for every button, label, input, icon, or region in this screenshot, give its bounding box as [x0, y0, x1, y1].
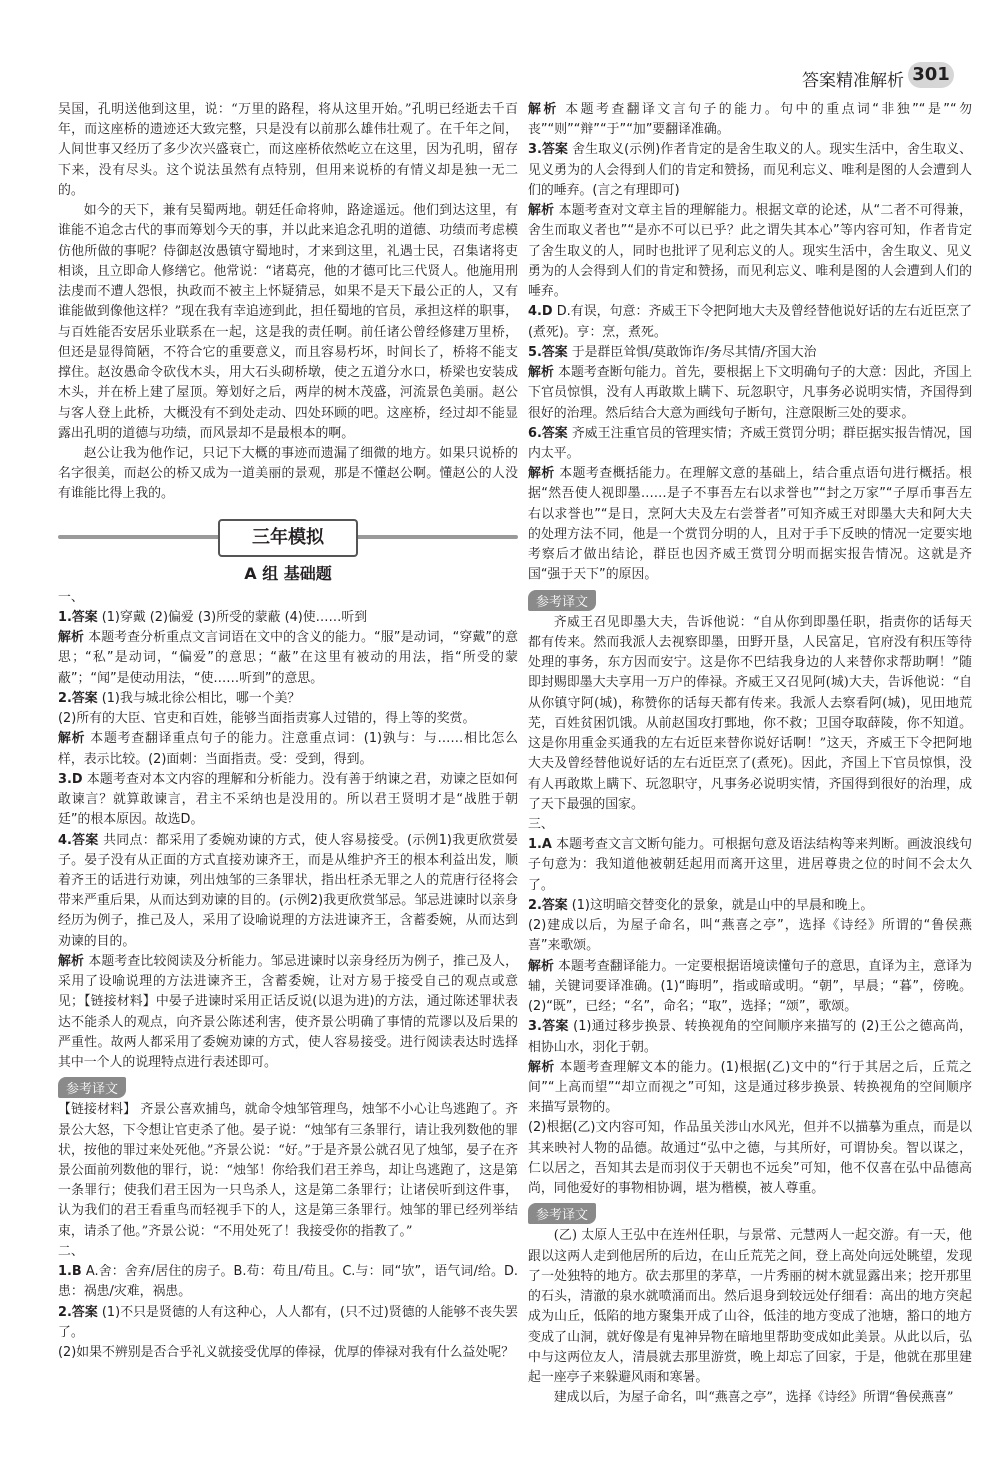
- reference-translation-last-line: 建成以后，为屋子命名，叫“燕喜之亭”，选择《诗经》所谓“鲁侯燕喜”: [553, 1390, 954, 1406]
- answer-item: [528, 302, 972, 342]
- item-label: 2.答案: [58, 1304, 98, 1320]
- answer-item: [528, 363, 972, 424]
- answer-item: [58, 952, 518, 1073]
- item-text: 本题考查概括能力。在理解文意的基础上，结合重点语句进行概括。根据“然吾使人视即墨……是子不事吾左右以求誉也”“封之万家”“子厚币事吾左右以求誉也”“是日，烹阿大夫及左右尝誉者”可知齐威王对即墨大夫和阿大夫的处理方法不同，他是一个赏罚分明的人，且对于手下反映的情况一定要实地考察后才做出结论，群臣也因齐威王赏罚分明而据实报告情况。这就是齐国“强于天下”的原因。: [528, 466, 972, 583]
- item-label: 5.答案: [528, 344, 568, 360]
- banner-label: 三年模拟: [218, 519, 358, 557]
- section-banner: [58, 517, 518, 557]
- item-label: 解析: [528, 102, 559, 117]
- answer-item: [528, 464, 972, 585]
- translation-paragraph: 吴国，孔明送他到这里，说：“万里的路程，将从这里开始。”孔明已经逝去千百年，而这座桥的遗迹还大致完整，只是没有以前那么雄伟壮观了。在千年之间，人间世事又经历了多少次兴盛衰亡，而这座桥依然屹立在这里，因为孔明，留存下来，没有尽头。这个说法虽然有点特别，但用来说桥的有情义却是独一无二的。: [58, 102, 518, 198]
- item-label: 解析: [528, 958, 554, 974]
- reference-translation: (乙) 太原人王弘中在连州任职，与景常、元慧两人一起交游。有一天，他跟以这两人走到他居所的后边，在山丘荒芜之间，登上高处向远处眺望，发现了一处独特的地方。砍去那里的茅草，一片秀丽的树木就显露出来；挖开那里的石头，清澈的泉水就喷涌而出。然后退身到较远处仔细看：高出的地方突起成为山丘，低陷的地方聚集开成了山谷，低洼的地方变成了池塘，豁口的地方变成了山洞，就好像是有鬼神异物在暗地里帮助变成如此美景。从此以后，弘中与这两位友人，清晨就去那里游赏，晚上却忘了回家，于是，他就在那里建起一座亭子来躲避风雨和寒暑。: [528, 1228, 972, 1386]
- item-label: 解析: [58, 953, 85, 969]
- answer-item: [528, 957, 972, 1018]
- item-text: (2)根据(乙)文内容可知，作品虽关涉山水风光，但并不以描摹为重点，而是以其来映衬人物的品德。故通过“弘中之德，与其所好，可谓协矣。智以谋之，仁以居之，吾知其去是而羽仪于天朝也不远矣”可知，他不仅喜在弘中品德高尚，同他爱好的事物相协调，堪为楷模，被人尊重。: [528, 1120, 972, 1197]
- right-column: [528, 100, 972, 1409]
- item-text: 共同点：都采用了委婉劝谏的方式，使人容易接受。(示例1)我更欣赏晏子。晏子没有从正面的方式直接劝谏齐王，而是从维护齐王的根本利益出发，顺着齐王的话进行劝谏，列出烛邹的三条罪状，指出枉杀无罪之人的荒唐行径将会带来严重后果，从而达到劝谏的目的。(示例2)我更欣赏邹忌。邹忌进谏时以亲身经历为例子，推己及人，采用了设喻说理的方法进谏齐王，含蓄委婉，从而达到劝谏的目的。: [58, 832, 519, 949]
- item-label: 1.答案: [58, 609, 98, 625]
- answer-item: [528, 835, 972, 896]
- answer-item: [58, 770, 518, 831]
- answer-item: [528, 1118, 972, 1199]
- item-label: 2.答案: [528, 897, 568, 913]
- item-label: 解析: [58, 731, 86, 747]
- answer-item: [528, 1017, 972, 1057]
- section-number: 二、: [58, 1243, 84, 1259]
- item-text: 本题考查断句能力。首先，要根据上下文明确句子的大意：因此，齐国上下官员惊惧，没有人再敢欺上瞒下、玩忽职守，凡事务必说明实情，齐国得到很好的治理。然后结合大意为画线句子断句，注意限断三处的要求。: [528, 365, 972, 421]
- item-label: 3.D: [58, 771, 83, 787]
- item-text: 本题考查翻译能力。一定要根据语境读懂句子的意思，直译为主，意译为辅，关键词要译准确。(1)“晦明”，指或暗或明。“朝”，早晨；“暮”，傍晚。(2)“既”，已经；“名”，命名；“取”，选择；“颂”，歌颂。: [528, 958, 972, 1015]
- answer-item: [58, 729, 518, 769]
- item-text: 本题考查理解文本的能力。(1)根据(乙)文中的“行于其居之后，丘荒之间”“上高而望”“却立而视之”可知，这是通过移步换景、转换视角的空间顺序来描写景物的。: [528, 1059, 972, 1116]
- item-text: (1)这明暗交替变化的景象，就是山中的早晨和晚上。: [571, 897, 874, 913]
- item-label: 3.答案: [528, 1019, 569, 1035]
- reference-translation: 【链接材料】 齐景公喜欢捕鸟，就命令烛邹管理鸟，烛邹不小心让鸟逃跑了。齐景公大怒，下令想让官吏杀了他。晏子说：“烛邹有三条罪行，请让我列数他的罪状，按他的罪过来处死他。”齐景公说：“好。”于是齐景公就召见了烛邹，晏子在齐景公面前列数他的罪行，说：“烛邹！你给我们君王养鸟，却让鸟逃跑了，这是第一条罪行；使我们君王因为一只鸟杀人，这是第二条罪行；让诸侯听到这件事，认为我们的君王看重鸟而轻视手下的人，这是第三条罪行。烛邹的罪已经列举结束，请杀了他。”齐景公说：“不用处死了！我接受你的指教了。”: [58, 1102, 518, 1239]
- item-text: (2)所有的大臣、官吏和百姓，能够当面指责寡人过错的，得上等的奖赏。: [58, 711, 476, 727]
- item-text: 本题考查对文章主旨的理解能力。根据文章的论述，从“二者不可得兼，舍生而取义者也”“是亦不可以已乎？此之谓失其本心”等内容可知，作者肯定了舍生取义的人，同时也批评了见利忘义的人。现实生活中，舍生取义、见义勇为的人会得到人们的肯定和赞扬，而见利忘义、唯利是图的人会遭到人们的唾弃。: [528, 203, 972, 300]
- item-label: 解析: [528, 365, 554, 381]
- item-label: 4.答案: [58, 832, 99, 848]
- item-text: 本题考查比较阅读及分析能力。邹忌进谏时以亲身经历为例子，推己及人，采用了设喻说理的方法进谏齐王，含蓄委婉，让对方易于接受自己的观点或意见；【链接材料】中晏子进谏时采用正话反说(以退为进)的方法，通过陈述罪状表达不能杀人的观点，向齐景公陈述利害，使齐景公明确了事情的荒谬以及后果的严重性。故两人都采用了委婉劝谏的方式，使人容易接受。进行阅读表达时选择其中一个人的说理特点进行表述即可。: [58, 953, 518, 1071]
- item-label: 4.D: [528, 304, 553, 320]
- item-label: 1.A: [528, 837, 552, 853]
- item-label: 1.B: [58, 1264, 82, 1280]
- section-number: 三、: [528, 816, 554, 832]
- answer-item: [58, 628, 518, 689]
- left-column: [58, 100, 518, 1363]
- item-text: (1)不只是贤德的人有这种心，人人都有，(只不过)贤德的人能够不丧失罢了。: [58, 1304, 518, 1340]
- item-label: 解析: [528, 203, 555, 219]
- translation-paragraph: 赵公让我为他作记，只记下大概的事迹而遗漏了细微的地方。如果只说桥的名字很美，而赵公的桥又成为一道美丽的景观，那是不懂赵公啊。懂赵公的人没有谁能比得上我的。: [58, 445, 518, 502]
- answer-item: [58, 1303, 518, 1343]
- answer-item: [528, 916, 972, 956]
- answer-item: [58, 689, 518, 709]
- answer-item: [528, 896, 972, 916]
- item-text: 本题考查文言文断句能力。可根据句意及语法结构等来判断。画波浪线句子句意为：我知道他被朝廷起用而离开这里，进居尊贵之位的时间不会太久了。: [528, 837, 973, 893]
- item-text: 舍生取义(示例)作者肯定的是舍生取义的人。现实生活中，舍生取义、见义勇为的人会得到人们的肯定和赞扬，而见利忘义、唯利是图的人会遭到人们的唾弃。(言之有理即可): [528, 142, 972, 198]
- answer-item: [58, 608, 518, 628]
- item-text: 本题考查翻译文言句子的能力。句中的重点词“非独”“是”“勿丧”“则”“辩”“于”“加”要翻译准确。: [528, 102, 972, 138]
- item-text: 本题考查对本文内容的理解和分析能力。没有善于纳谏之君，劝谏之臣如何敢谏言？就算敢谏言，君主不采纳也是没用的。所以君王贤明才是“战胜于朝廷”的根本原因。故选D。: [58, 771, 518, 828]
- item-text: 本题考查翻译重点句子的能力。注意重点词：(1)孰与：与……相比怎么样，表示比较。(2)面刺：当面指责。受：受到，得到。: [58, 731, 518, 767]
- translation-paragraph: 如今的天下，兼有吴蜀两地。朝廷任命将帅，路途遥远。他们到达这里，有谁能不追念古代的事而筹划今天的事，并以此来追念孔明的道德、功绩而考虑模仿他所做的事呢？侍御赵汝愚镇守蜀地时，才来到这里，礼遇士民，召集诸将吏相谈，且立即命人修缮它。他常说：“诸葛亮，他的才德可比三代贤人。他施用刑法虔而不遭人怨恨，执政而不被主上怀疑猜忌，如果不是天下最公正的人，又有谁能做到像他这样？”现在我有幸追迹到此，担任蜀地的官员，承担这样的职事，与百姓能否安居乐业联系在一起，这是我的责任啊。前任诸公曾经修建万里桥，但还是显得简陋，不符合它的重要意义，而且容易朽坏，时间长了，桥将不能支撑住。赵汝愚命令砍伐木头，用大石头砌桥墩，使之五道分水口，桥梁也安装成木头，并在桥上建了屋顶。筹划好之后，两岸的树木茂盛，河流景色美丽。赵公与客人登上此桥，大概没有不到处走动、四处环顾的吧。这座桥，经过却不能显露出孔明的道德与功绩，而风景却不是最根本的啊。: [58, 203, 518, 441]
- answer-item: [528, 1058, 972, 1119]
- item-text: 齐威王注重官员的管理实情；齐威王赏罚分明；群臣据实报告情况，国内太平。: [528, 425, 972, 461]
- section-number: 一、: [58, 589, 84, 605]
- answer-item: [528, 140, 972, 201]
- answer-item: [528, 201, 972, 302]
- item-label: 2.答案: [58, 690, 98, 706]
- item-label: 解析: [528, 466, 555, 482]
- answer-item: [528, 343, 972, 363]
- item-text: (1)通过移步换景、转换视角的空间顺序来描写的 (2)王公之德高尚，相协山水，羽化于朝。: [528, 1019, 972, 1055]
- reference-translation-tag: 参考译文: [58, 1077, 126, 1098]
- header-title: 答案精准解析: [802, 71, 904, 91]
- item-text: 于是群臣耸惧/莫敢饰诈/务尽其情/齐国大治: [571, 344, 817, 360]
- item-text: (1)我与城北徐公相比，哪一个美？: [101, 690, 301, 706]
- answer-item: [58, 831, 518, 952]
- item-text: (1)穿戴 (2)偏爱 (3)所受的蒙蔽 (4)使……听到: [101, 609, 368, 625]
- page-number-badge: 301: [908, 62, 954, 88]
- page-header: [0, 60, 1000, 94]
- group-title: A 组 基础题: [244, 563, 332, 583]
- answer-item: [528, 100, 972, 140]
- item-label: 解析: [528, 1059, 555, 1075]
- item-label: 6.答案: [528, 425, 568, 441]
- answer-item: [58, 709, 518, 729]
- reference-translation-tag: 参考译文: [528, 590, 596, 611]
- item-text: 本题考查分析重点文言词语在文中的含义的能力。“服”是动词，“穿戴”的意思；“私”是动词，“偏爱”的意思；“蔽”在这里有被动的用法，指“所受的蒙蔽”；“闻”是使动用法，“使……听到”的意思。: [58, 630, 518, 686]
- item-text: D.有误，句意：齐威王下令把阿地大夫及曾经替他说好话的左右近臣烹了(煮死)。亨：烹，煮死。: [528, 304, 973, 340]
- answer-item: [58, 1262, 518, 1302]
- reference-translation-tag: 参考译文: [528, 1203, 596, 1224]
- item-text: (2)如果不辨别是否合乎礼义就接受优厚的俸禄，优厚的俸禄对我有什么益处呢？: [58, 1345, 514, 1361]
- answer-item: [528, 424, 972, 464]
- item-label: 解析: [58, 630, 84, 646]
- reference-translation: 齐威王召见即墨大夫，告诉他说：“自从你到即墨任职，指责你的话每天都有传来。然而我派人去视察即墨，田野开垦，人民富足，官府没有积压等待处理的事务，东方因而安宁。这是你不巴结我身边的人来替你求帮助啊！”随即封赐即墨大夫享用一万户的俸禄。齐威王又召见阿(城)大夫，告诉他说：“自从你镇守阿(城)，称赞你的话每天都有传来。我派人去察看阿(城)，见田地荒芜，百姓贫困饥饿。从前赵国攻打鄄地，你不救；卫国夺取薛陵，你不知道。这是你用重金买通我的左右近臣来替你说好话啊！”这天，齐威王下令把阿地大夫及曾经替他说好话的左右近臣烹了(煮死)。因此，齐国上下官员惊惧，没有人再敢欺上瞒下、玩忽职守，凡事务必说明实情，齐国得到很好的治理，成了天下最强的国家。: [528, 614, 972, 812]
- item-text: A.舍：舍弃/居住的房子。B.苟：苟且/苟且。C.与：同“欤”，语气词/给。D.患：祸患/灾难，祸患。: [58, 1264, 518, 1300]
- answer-item: [58, 1343, 518, 1363]
- item-text: (2)建成以后，为屋子命名，叫“燕喜之亭”，选择《诗经》所谓的“鲁侯燕喜”来歌颂。: [528, 918, 972, 954]
- item-label: 3.答案: [528, 142, 568, 158]
